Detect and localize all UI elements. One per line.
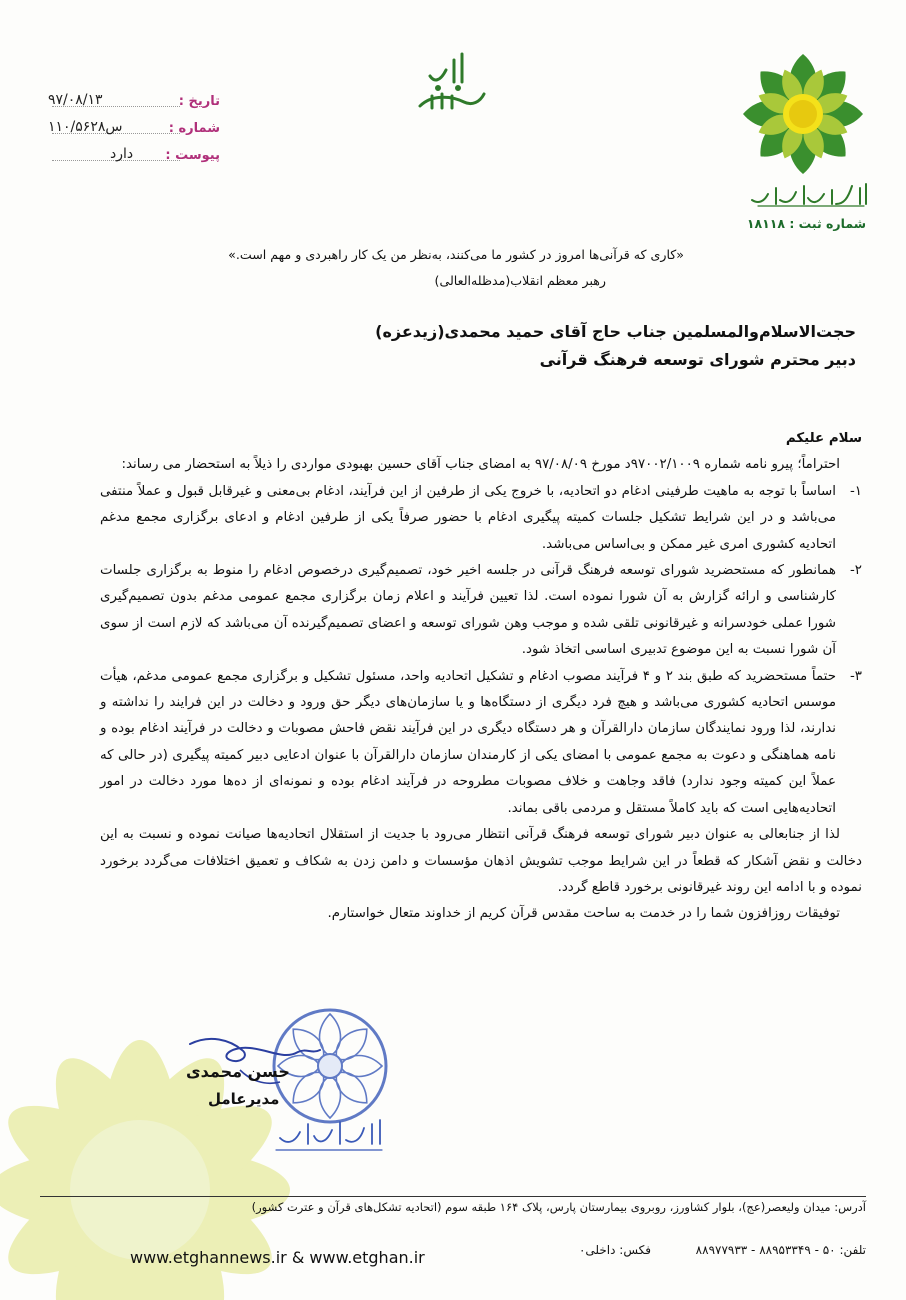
signatory-name: حسن محمدی bbox=[186, 1062, 290, 1081]
number-row bbox=[48, 119, 220, 141]
item-text: اساساً با توجه به ماهیت طرفینی ادغام دو اتحادیه، با خروج یکی از طرفین از این فرآیند، ادغام بی‌معنی و غیرقابل قبول و عملاً منتفی می‌باشد و در این شرایط تشکیل جلسات کمیته پیگیری ادغام با حضور صرفاً یکی از طرفین ادغام و ادعای برگزاری مجمع مدغم اتحادیه کشوری امری غیر ممکن و بی‌اساس می‌باشد. bbox=[100, 483, 836, 552]
list-item bbox=[100, 479, 862, 558]
item-text: حتماً مستحضرید که طبق بند ۲ و ۴ فرآیند مصوب ادغام و تشکیل اتحادیه واحد، مسئول تشکیل و برگزاری مجمع عمومی مدغم، هیأت موسس اتحادیه کشوری می‌باشد و هیچ فرد دیگری از دستگاه‌ها و یا سازمان‌های دیگر حق ورود و دخالت در این فرایند را نداشته و ندارند، لذا ورود نمایندگان سازمان دارالقرآن و هر دستگاه دیگری در این فرآیند نقض فاحش مصوبات و دخالت در فرآیند ادغام بوده و نامه هماهنگی و دعوت به مجمع عمومی با امضای یکی از کارمندان سازمان دارالقرآن با عنوان ادعایی دبیر کمیته پیگیری (در حالی که عملاً این کمیته وجود ندارد) فاقد وجاهت و خلاف مصوبات مطروحه در فرآیند ادغام بوده و نمونه‌ای از ده‌ها مورد دخالت در امور اتحادیه‌هایی است که باید کاملاً مستقل و مردمی باقی بماند. bbox=[100, 668, 837, 816]
footer-divider bbox=[40, 1196, 866, 1197]
number-value: ۱۱۰/۵۶۲۸س bbox=[48, 119, 123, 135]
list-item bbox=[100, 558, 862, 664]
quote-source: رهبر معظم انقلاب(مدظله‌العالی) bbox=[434, 273, 606, 288]
closing-paragraph: لذا از جنابعالی به عنوان دبیر شورای توسعه فرهنگ قرآنی انتظار می‌رود با جدیت از استقلال اتحادیه‌ها صیانت نموده و نسبت به این دخالت و نقض آشکار که قطعاً در این شرایط موجب تشویش اذهان مؤسسات و دامن زدن به شکاف و تعمیق اختلافات می‌گردد برخورد نموده و با ادامه این روند غیرقانونی برخورد قاطع گردد. bbox=[100, 827, 862, 895]
attachment-row bbox=[48, 146, 220, 168]
addressee-title: دبیر محترم شورای توسعه فرهنگ قرآنی bbox=[539, 350, 856, 369]
letter-body bbox=[100, 426, 862, 928]
addressee-name: حجت‌الاسلام‌والمسلمین جناب حاج آقای حمید محمدی(زیدعزه) bbox=[375, 322, 856, 341]
greeting: سلام علیکم bbox=[785, 431, 862, 446]
attachment-value: دارد bbox=[110, 146, 134, 162]
date-row bbox=[48, 92, 220, 114]
organization-logo-icon bbox=[738, 52, 868, 192]
stamp-lettering bbox=[268, 1114, 386, 1158]
item-number: ۱- bbox=[849, 483, 862, 499]
intro-paragraph: احتراماً؛ پیرو نامه شماره ۹۷۰۰۲/۱۰۰۹د مورخ ۹۷/۰۸/۰۹ به امضای جناب آقای حسین بهبودی مواردی را ذیلاً به استحضار می رساند: bbox=[121, 457, 840, 473]
leader-quote: «کاری که قرآنی‌ها امروز در کشور ما می‌کنند، به‌نظر من یک کار راهبردی و مهم است.» bbox=[228, 247, 684, 262]
item-number: ۳- bbox=[849, 668, 862, 684]
date-value: ۹۷/۰۸/۱۳ bbox=[48, 92, 103, 108]
basmala-calligraphy bbox=[412, 48, 492, 116]
number-label: شماره : bbox=[168, 121, 220, 136]
closing-regards: توفیقات روزافزون شما را در خدمت به ساحت مقدس قرآن کریم از خداوند متعال خواستارم. bbox=[327, 906, 840, 922]
organization-name-script bbox=[748, 178, 872, 212]
signatory-title: مدیرعامل bbox=[208, 1090, 280, 1108]
footer-phone: تلفن: ۵۰ - ۸۸۹۵۳۳۴۹ - ۸۸۹۷۷۹۳۳ bbox=[695, 1243, 866, 1257]
item-text: همانطور که مستحضرید شورای توسعه فرهنگ قرآنی در جلسه اخیر خود، تصمیم‌گیری درخصوص ادغام را منوط به برگزاری جلسات کارشناسی و ارائه گزارش به آن شورا نموده است. لذا تعیین فرآیند و اعلام زمان برگزاری مجمع عمومی مدغم بدون تصمیم‌گیری شورا عملی خودسرانه و غیرقانونی تلقی شده و موجب وهن شورای توسعه و اعضای تصمیم‌گیرنده آن می‌باشد که لازم است از سوی آن شورا نسبت به این موضوع تدبیری اساسی اتخاذ شود. bbox=[100, 563, 836, 658]
registration-number: شماره ثبت : ۱۸۱۱۸ bbox=[746, 216, 866, 231]
footer-fax: فکس: داخلی۰ bbox=[578, 1243, 651, 1257]
item-number: ۲- bbox=[849, 563, 862, 579]
list-item bbox=[100, 664, 862, 822]
date-label: تاریخ : bbox=[178, 94, 220, 109]
footer-address: آدرس: میدان ولیعصر(عج)، بلوار کشاورز، روبروی بیمارستان پارس، پلاک ۱۶۴ طبقه سوم (اتحادیه تشکل‌های قرآن و عترت کشور) bbox=[251, 1200, 866, 1214]
footer-websites[interactable]: www.etghannews.ir & www.etghan.ir bbox=[130, 1248, 425, 1267]
attachment-label: پیوست : bbox=[165, 148, 220, 163]
